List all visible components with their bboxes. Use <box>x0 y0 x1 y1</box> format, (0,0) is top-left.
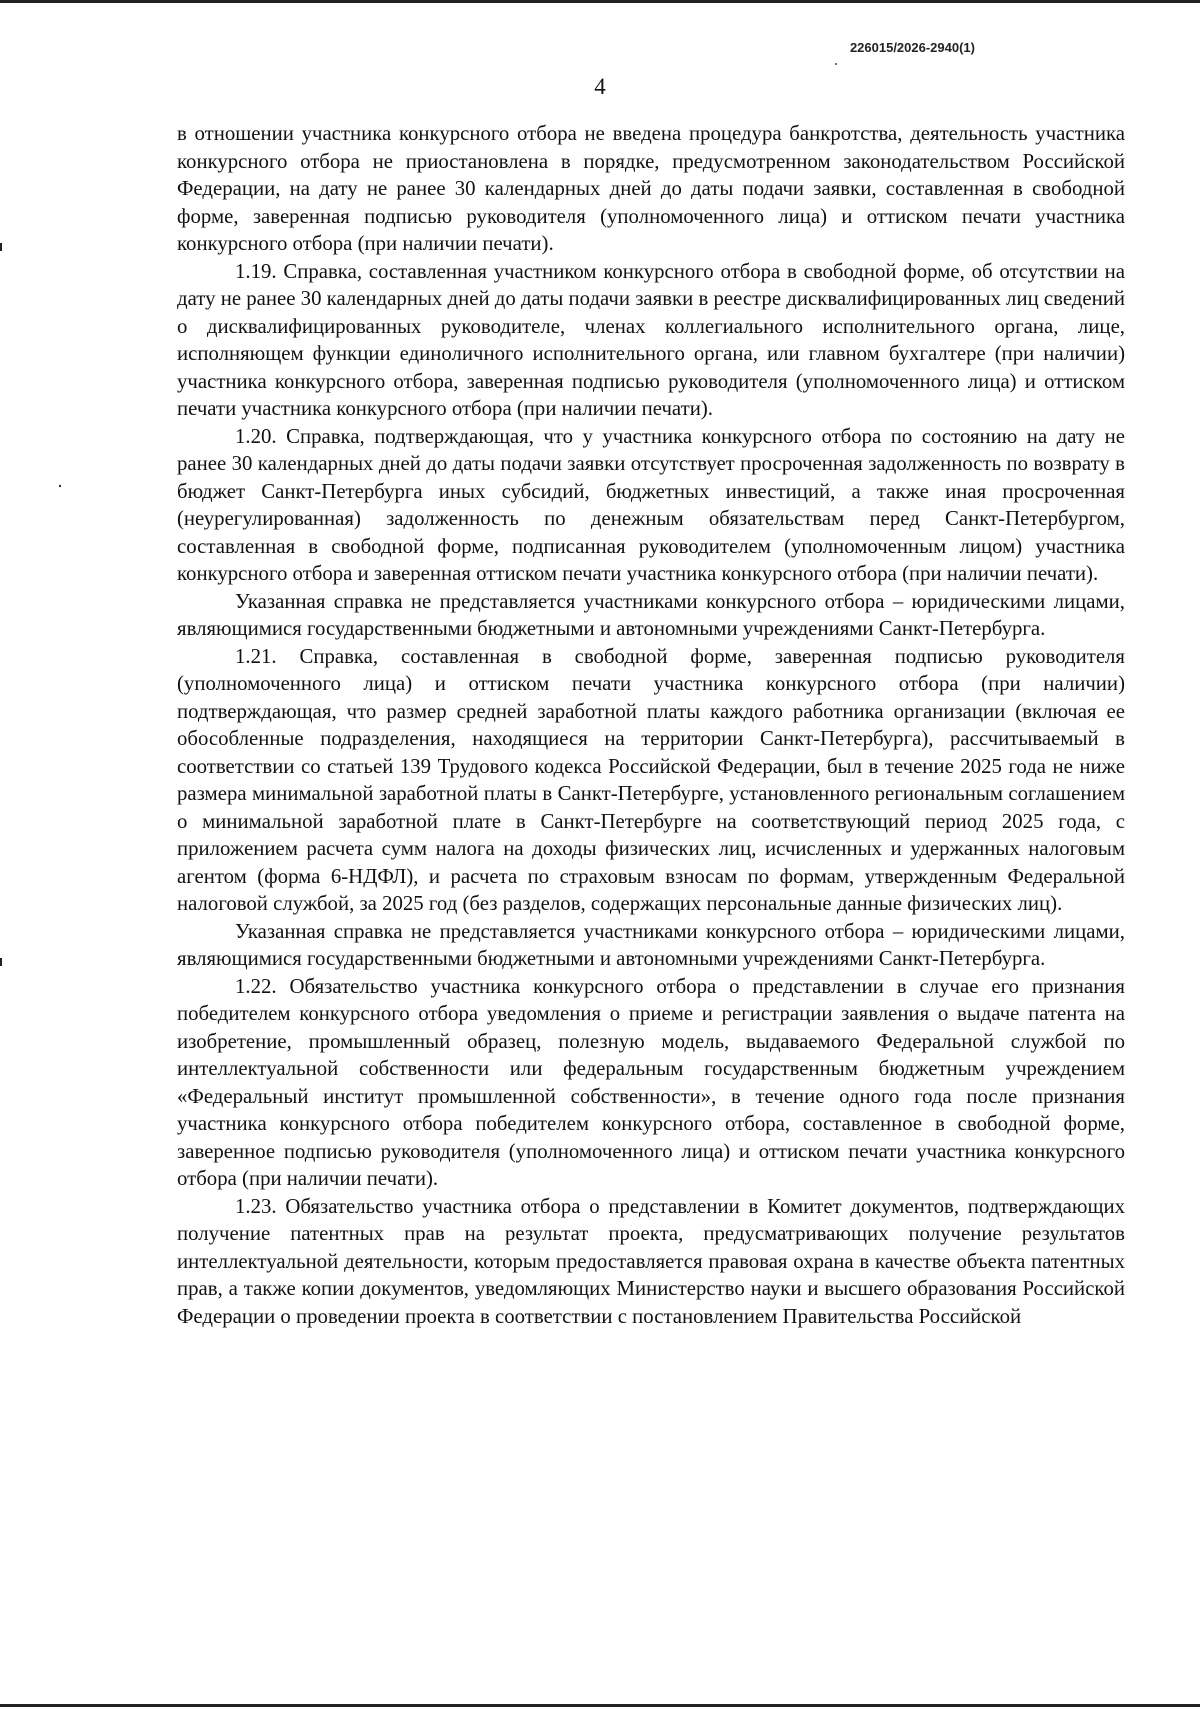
scan-bottom-edge <box>0 1704 1200 1707</box>
scan-top-edge <box>0 0 1200 3</box>
paragraph-continuation: в отношении участника конкурсного отбора не введена процедура банкротства, деятельность участника конкурсного отбора не приостановлена в порядке, предусмотренном законодательством Российской Федерации, на дату не ранее 30 календарных дней до даты подачи заявки, составленная в свободной форме, заверенная подписью руководителя (уполномоченного лица) и оттиском печати участника конкурсного отбора (при наличии печати). <box>177 122 1125 255</box>
paragraph-1-20: 1.20. Справка, подтверждающая, что у участника конкурсного отбора по состоянию на дату не ранее 30 календарных дней до даты подачи заявки отсутствует просроченная задолженность по возврату в бюджет Санкт-Петербурга иных субсидий, бюджетных инвестиций, а также иная просроченная (неурегулированная) задолженность по денежным обязательствам перед Санкт-Петербургом, составленная в свободной форме, подписанная руководителем (уполномоченным лицом) участника конкурсного отбора и заверенная оттиском печати участника конкурсного отбора (при наличии печати). <box>177 424 1125 585</box>
document-registration-number: 226015/2026-2940(1) <box>849 40 975 55</box>
document-body <box>177 120 1125 1330</box>
paragraph-1-22: 1.22. Обязательство участника конкурсного отбора о представлении в случае его признания победителем конкурсного отбора уведомления о приеме и регистрации заявления о выдаче патента на изобретение, промышленный образец, полезную модель, выдаваемого Федеральной службой по интеллектуальной собственности или федеральным государственным бюджетным учреждением «Федеральный институт промышленной собственности», в течение одного года после признания участника конкурсного отбора победителем конкурсного отбора, составленное в свободной форме, заверенное подписью руководителя (уполномоченного лица) и оттиском печати участника конкурсного отбора (при наличии печати). <box>177 974 1125 1190</box>
paragraph-1-23: 1.23. Обязательство участника отбора о представлении в Комитет документов, подтверждающих получение патентных прав на результат проекта, предусматривающих получение результатов интеллектуальной деятельности, которым предоставляется правовая охрана в качестве объекта патентных прав, а также копии документов, уведомляющих Министерство науки и высшего образования Российской Федерации о проведении проекта в соответствии с постановлением Правительства Российской <box>177 1194 1125 1328</box>
paragraph-note-1-20: Указанная справка не представляется участниками конкурсного отбора – юридическими лицами, являющимися государственными бюджетными и автономными учреждениями Санкт-Петербурга. <box>177 589 1125 640</box>
paragraph-note-1-21: Указанная справка не представляется участниками конкурсного отбора – юридическими лицами, являющимися государственными бюджетными и автономными учреждениями Санкт-Петербурга. <box>177 919 1125 970</box>
paragraph-1-21: 1.21. Справка, составленная в свободной форме, заверенная подписью руководителя (уполномоченного лица) и оттиском печати участника конкурсного отбора (при наличии) подтверждающая, что размер средней заработной платы каждого работника организации (включая ее обособленные подразделения, находящиеся на территории Санкт-Петербурга), рассчитываемый в соответствии со статьей 139 Трудового кодекса Российской Федерации, был в течение 2025 года не ниже размера минимальной заработной платы в Санкт-Петербурге, установленного региональным соглашением о минимальной заработной плате в Санкт-Петербурге на соответствующий период 2025 года, с приложением расчета сумм налога на доходы физических лиц, исчисленных и удержанных налоговым агентом (форма 6-НДФЛ), и расчета по страховым взносам по формам, утвержденным Федеральной налоговой службой, за 2025 год (без разделов, содержащих персональные данные физических лиц). <box>177 644 1125 915</box>
page-number: 4 <box>594 74 606 99</box>
paragraph-1-19: 1.19. Справка, составленная участником конкурсного отбора в свободной форме, об отсутствии на дату не ранее 30 календарных дней до даты подачи заявки в реестре дисквалифицированных лиц сведений о дисквалифицированных руководителе, членах коллегиального исполнительного органа, лице, исполняющем функции единоличного исполнительного органа, или главном бухгалтере (при наличии) участника конкурсного отбора, заверенная подписью руководителя (уполномоченного лица) и оттиском печати участника конкурсного отбора (при наличии печати). <box>177 259 1125 420</box>
